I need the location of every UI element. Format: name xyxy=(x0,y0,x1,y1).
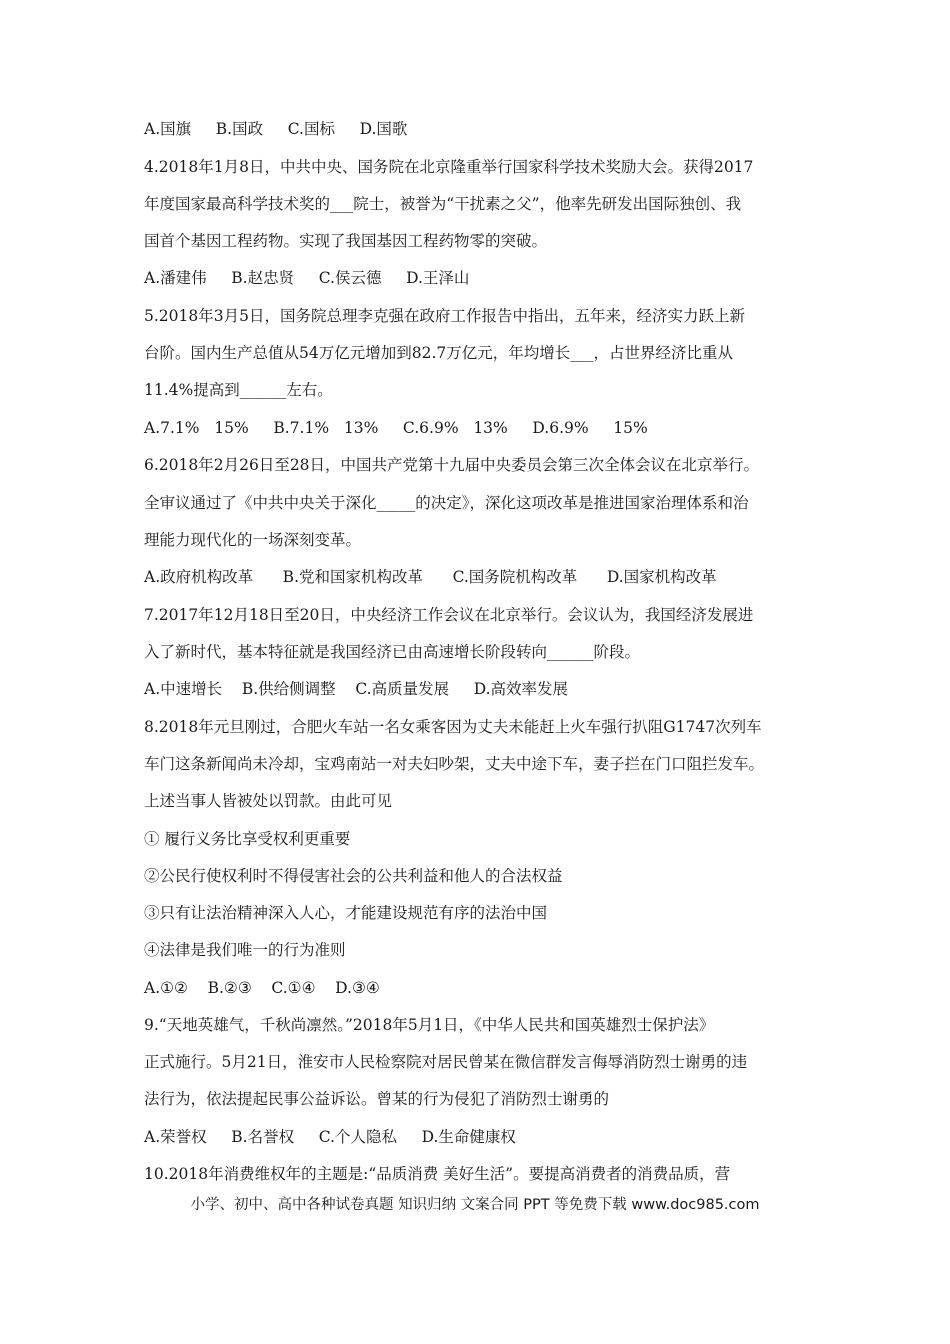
text-line: 6.2018年2月26日至28日，中国共产党第十九届中央委员会第三次全体会议在北京举行。 xyxy=(144,456,760,474)
text-line: 法行为，依法提起民事公益诉讼。曾某的行为侵犯了消防烈士谢勇的 xyxy=(144,1090,610,1108)
text-line: 7.2017年12月18日至20日，中央经济工作会议在北京举行。会议认为，我国经济发展进 xyxy=(144,606,754,624)
text-line: A.荣誉权 B.名誉权 C.个人隐私 D.生命健康权 xyxy=(144,1128,516,1146)
text-line: 全审议通过了《中共中央关于深化_____的决定》，深化这项改革是推进国家治理体系和治 xyxy=(144,494,749,512)
text-line: 9.“天地英雄气，千秋尚凛然。”2018年5月1日，《中华人民共和国英雄烈士保护法》 xyxy=(144,1016,715,1034)
text-line: 上述当事人皆被处以罚款。由此可见 xyxy=(144,792,393,810)
text-line: 车门这条新闻尚未冷却，宝鸡南站一对夫妇吵架，丈夫中途下车，妻子拦在门口阻拦发车。 xyxy=(144,755,765,773)
text-line: ④法律是我们唯一的行为准则 xyxy=(144,941,346,959)
text-line: 理能力现代化的一场深刻变革。 xyxy=(144,531,362,549)
text-line: 年度国家最高科学技术奖的___院士，被誉为“干扰素之父”，他率先研发出国际独创、我 xyxy=(144,195,742,213)
text-line: 4.2018年1月8日，中共中央、国务院在北京隆重举行国家科学技术奖励大会。获得2017 xyxy=(144,158,754,176)
text-line: 5.2018年3月5日，国务院总理李克强在政府工作报告中指出，五年来，经济实力跃上新 xyxy=(144,307,745,325)
text-line: 10.2018年消费维权年的主题是:“品质消费 美好生活”。要提高消费者的消费品质，营 xyxy=(144,1165,731,1183)
text-line: 11.4%提高到______左右。 xyxy=(144,381,333,399)
text-line: A.①② B.②③ C.①④ D.③④ xyxy=(144,979,380,997)
text-line: 国首个基因工程药物。实现了我国基因工程药物零的突破。 xyxy=(144,232,548,250)
text-line: ① 履行义务比享受权利更重要 xyxy=(144,830,351,848)
text-line: 台阶。国内生产总值从54万亿元增加到82.7万亿元，年均增长___，占世界经济比重从 xyxy=(144,344,733,362)
text-line: 入了新时代，基本特征就是我国经济已由高速增长阶段转向______阶段。 xyxy=(144,643,641,661)
text-line: ③只有让法治精神深入人心，才能建设规范有序的法治中国 xyxy=(144,904,548,922)
text-line: A.中速增长 B.供给侧调整 C.高质量发展 D.高效率发展 xyxy=(144,680,569,698)
page-footer: 小学、初中、高中各种试卷真题 知识归纳 文案合同 PPT 等免费下载 www.doc985.com xyxy=(190,1197,760,1213)
text-line: A.政府机构改革 B.党和国家机构改革 C.国务院机构改革 D.国家机构改革 xyxy=(144,568,717,586)
text-line: A.7.1% 15% B.7.1% 13% C.6.9% 13% D.6.9% 15% xyxy=(144,419,648,437)
text-line: ②公民行使权利时不得侵害社会的公共利益和他人的合法权益 xyxy=(144,867,563,885)
text-line: 正式施行。5月21日，淮安市人民检察院对居民曾某在微信群发言侮辱消防烈士谢勇的违 xyxy=(144,1053,748,1071)
text-line: A.国旗 B.国政 C.国标 D.国歌 xyxy=(144,120,408,138)
text-line: 8.2018年元旦刚过，合肥火车站一名女乘客因为丈夫未能赶上火车强行扒阻G1747次列车 xyxy=(144,718,762,736)
text-line: A.潘建伟 B.赵忠贤 C.侯云德 D.王泽山 xyxy=(144,269,470,287)
